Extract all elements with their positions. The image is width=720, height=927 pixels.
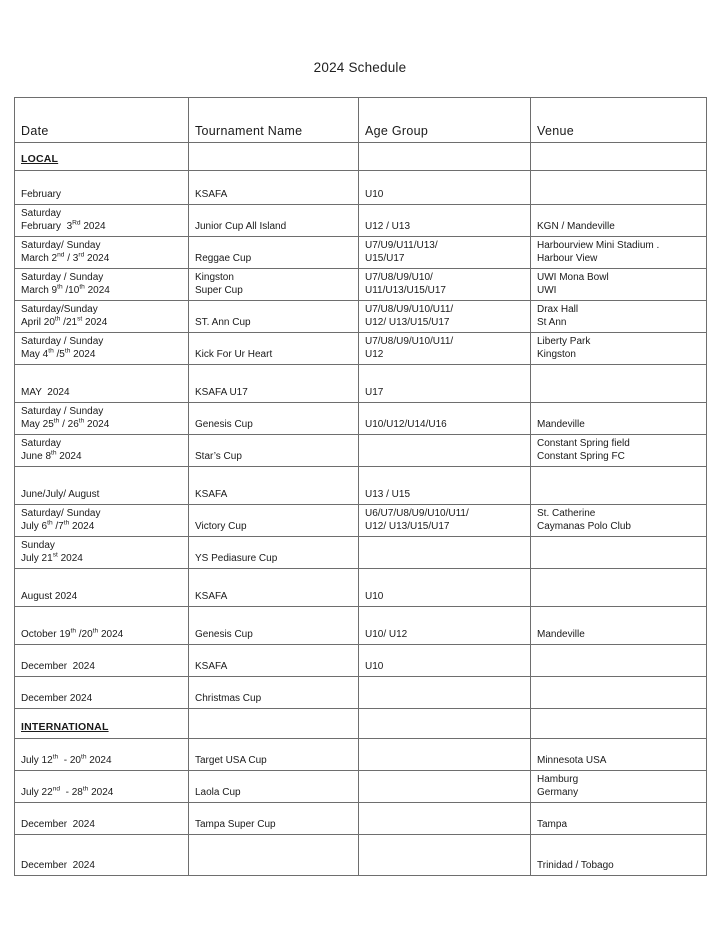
cell-tournament: Star’s Cup [189, 435, 359, 467]
cell-date [15, 143, 189, 171]
table-row [15, 771, 707, 803]
table-header-row [15, 98, 707, 143]
cell-venue: Constant Spring field Constant Spring FC [531, 435, 707, 467]
table-row [15, 835, 707, 876]
cell-venue [531, 467, 707, 505]
cell-date: December 2024 [15, 645, 189, 677]
cell-venue [531, 171, 707, 205]
table-row [15, 333, 707, 365]
cell-age-group [359, 709, 531, 739]
cell-tournament [189, 709, 359, 739]
cell-age-group [359, 835, 531, 876]
column-header-tournament: Tournament Name [189, 98, 359, 143]
cell-tournament: KSAFA U17 [189, 365, 359, 403]
cell-venue: Drax Hall St Ann [531, 301, 707, 333]
cell-venue: UWI Mona Bowl UWI [531, 269, 707, 301]
cell-venue: Hamburg Germany [531, 771, 707, 803]
cell-date: Sunday July 21st 2024 [15, 537, 189, 569]
cell-venue: Liberty Park Kingston [531, 333, 707, 365]
cell-venue [531, 143, 707, 171]
table-row [15, 205, 707, 237]
section-header-row [15, 709, 707, 739]
cell-date: Saturday / Sunday May 25th / 26th 2024 [15, 403, 189, 435]
cell-age-group [359, 677, 531, 709]
table-row [15, 569, 707, 607]
cell-date: December 2024 [15, 677, 189, 709]
cell-tournament: YS Pediasure Cup [189, 537, 359, 569]
cell-venue: Trinidad / Tobago [531, 835, 707, 876]
cell-tournament: Genesis Cup [189, 403, 359, 435]
cell-date: July 22nd - 28th 2024 [15, 771, 189, 803]
table-row [15, 537, 707, 569]
table-row [15, 171, 707, 205]
table-row [15, 505, 707, 537]
table-row [15, 803, 707, 835]
cell-tournament: Laola Cup [189, 771, 359, 803]
cell-tournament: Christmas Cup [189, 677, 359, 709]
column-header-venue: Venue [531, 98, 707, 143]
cell-date: August 2024 [15, 569, 189, 607]
table-row [15, 739, 707, 771]
cell-tournament: Kingston Super Cup [189, 269, 359, 301]
cell-age-group: U6/U7/U8/U9/U10/U11/ U12/ U13/U15/U17 [359, 505, 531, 537]
cell-date: February [15, 171, 189, 205]
cell-age-group: U7/U8/U9/U10/U11/ U12 [359, 333, 531, 365]
cell-venue [531, 537, 707, 569]
cell-age-group [359, 143, 531, 171]
cell-venue: Harbourview Mini Stadium . Harbour View [531, 237, 707, 269]
cell-age-group: U7/U8/U9/U10/U11/ U12/ U13/U15/U17 [359, 301, 531, 333]
column-header-date: Date [15, 98, 189, 143]
cell-venue: Mandeville [531, 607, 707, 645]
cell-venue [531, 677, 707, 709]
table-body [15, 143, 707, 876]
cell-tournament: Victory Cup [189, 505, 359, 537]
cell-age-group: U10 [359, 171, 531, 205]
cell-tournament: KSAFA [189, 467, 359, 505]
cell-age-group: U7/U9/U11/U13/ U15/U17 [359, 237, 531, 269]
cell-age-group: U17 [359, 365, 531, 403]
cell-tournament [189, 835, 359, 876]
cell-date: June/July/ August [15, 467, 189, 505]
cell-age-group [359, 435, 531, 467]
table-row [15, 301, 707, 333]
cell-date: Saturday/Sunday April 20th /21st 2024 [15, 301, 189, 333]
cell-age-group [359, 739, 531, 771]
cell-tournament: Kick For Ur Heart [189, 333, 359, 365]
cell-age-group: U7/U8/U9/U10/ U11/U13/U15/U17 [359, 269, 531, 301]
cell-tournament: Target USA Cup [189, 739, 359, 771]
table-header [15, 98, 707, 143]
section-label: LOCAL [21, 153, 59, 166]
cell-tournament: KSAFA [189, 171, 359, 205]
cell-date: Saturday February 3Rd 2024 [15, 205, 189, 237]
cell-tournament: ST. Ann Cup [189, 301, 359, 333]
cell-venue: Mandeville [531, 403, 707, 435]
cell-venue: Minnesota USA [531, 739, 707, 771]
table-row [15, 403, 707, 435]
cell-age-group: U10/ U12 [359, 607, 531, 645]
table-row [15, 237, 707, 269]
cell-venue [531, 365, 707, 403]
cell-date: Saturday/ Sunday July 6th /7th 2024 [15, 505, 189, 537]
cell-age-group: U13 / U15 [359, 467, 531, 505]
table-row [15, 365, 707, 403]
cell-venue [531, 645, 707, 677]
table-row [15, 269, 707, 301]
cell-age-group: U10/U12/U14/U16 [359, 403, 531, 435]
column-header-age-group: Age Group [359, 98, 531, 143]
cell-date: December 2024 [15, 803, 189, 835]
table-row [15, 607, 707, 645]
cell-date: Saturday/ Sunday March 2nd / 3rd 2024 [15, 237, 189, 269]
cell-tournament: KSAFA [189, 645, 359, 677]
cell-venue: KGN / Mandeville [531, 205, 707, 237]
cell-tournament: Reggae Cup [189, 237, 359, 269]
cell-age-group [359, 771, 531, 803]
cell-venue [531, 569, 707, 607]
cell-tournament: KSAFA [189, 569, 359, 607]
cell-date: Saturday / Sunday May 4th /5th 2024 [15, 333, 189, 365]
schedule-table [14, 97, 707, 876]
cell-venue: Tampa [531, 803, 707, 835]
cell-tournament: Tampa Super Cup [189, 803, 359, 835]
cell-tournament [189, 143, 359, 171]
table-row [15, 435, 707, 467]
cell-date [15, 709, 189, 739]
section-label: INTERNATIONAL [21, 721, 109, 734]
cell-age-group: U10 [359, 645, 531, 677]
cell-venue: St. Catherine Caymanas Polo Club [531, 505, 707, 537]
cell-tournament: Junior Cup All Island [189, 205, 359, 237]
section-header-row [15, 143, 707, 171]
table-row [15, 677, 707, 709]
cell-date: Saturday June 8th 2024 [15, 435, 189, 467]
cell-date: Saturday / Sunday March 9th /10th 2024 [15, 269, 189, 301]
cell-venue [531, 709, 707, 739]
cell-date: October 19th /20th 2024 [15, 607, 189, 645]
cell-tournament: Genesis Cup [189, 607, 359, 645]
cell-date: July 12th - 20th 2024 [15, 739, 189, 771]
table-row [15, 645, 707, 677]
cell-age-group [359, 537, 531, 569]
table-row [15, 467, 707, 505]
cell-age-group: U10 [359, 569, 531, 607]
cell-date: MAY 2024 [15, 365, 189, 403]
cell-age-group [359, 803, 531, 835]
page-title: 2024 Schedule [313, 60, 407, 75]
cell-age-group: U12 / U13 [359, 205, 531, 237]
cell-date: December 2024 [15, 835, 189, 876]
